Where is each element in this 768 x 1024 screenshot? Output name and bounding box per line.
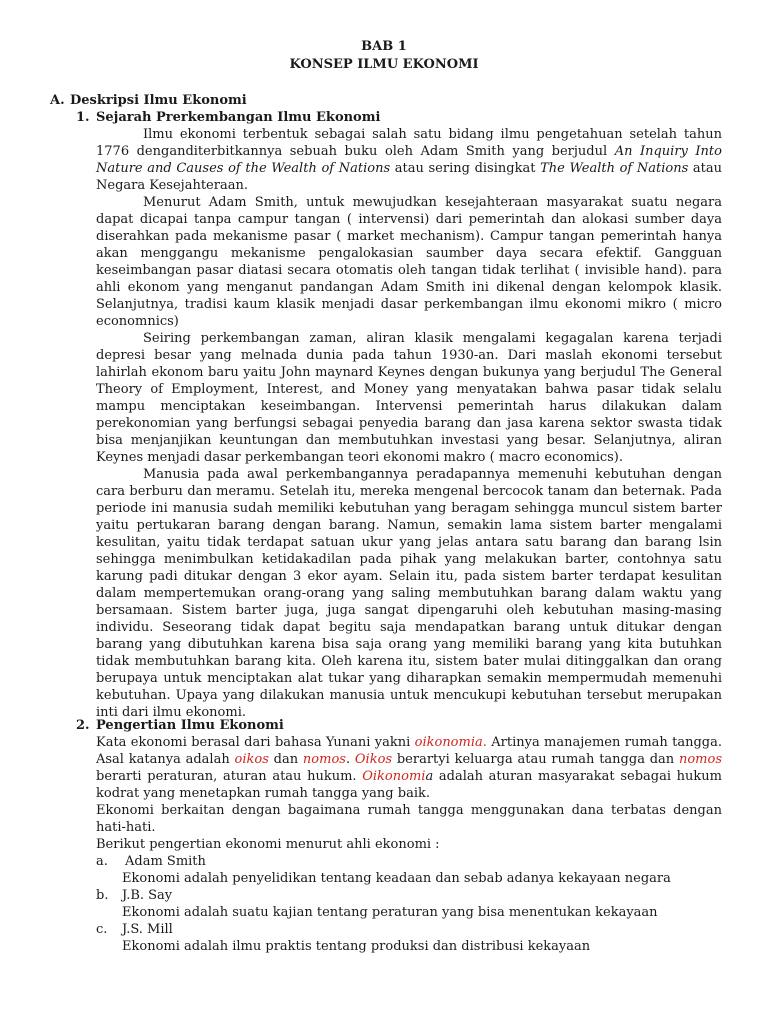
section-a-title: Deskripsi Ilmu Ekonomi	[70, 93, 247, 108]
paragraph-adam-smith-book: Ilmu ekonomi terbentuk sebagai salah satu bidang ilmu pengetahuan setelah tahun 1776 denganditerbitkannya sebuah buku oleh Adam Smith yang berjudul An Inquiry Into Nature and Causes of the Wealth of Nations atau sering disingkat The Wealth of Nations atau Negara Kesejahteraan.	[96, 127, 723, 193]
section-a-marker: A.	[50, 93, 65, 108]
expert-name-js-mill: J.S. Mill	[122, 922, 173, 937]
subsection-1-body	[96, 126, 722, 721]
subsection-2-body	[96, 734, 722, 836]
term-oikos-2: Oikos	[354, 752, 393, 767]
book-title-short: The Wealth of Nations	[540, 161, 689, 176]
subsection-2-number: 2.	[76, 718, 90, 733]
expert-definition-js-mill: Ekonomi adalah ilmu praktis tentang produksi dan distribusi kekayaan	[122, 939, 591, 954]
expert-marker-a: a.	[96, 854, 108, 869]
paragraph-adam-smith-view: Menurut Adam Smith, untuk mewujudkan kesejahteraan masyarakat suatu negara dapat dicapai tanpa campur tangan ( intervensi) dari pemerintah dan alokasi sumber daya diserahkan pada mekanisme pasar ( market mechanism). Campur tangan pemerintah hanya akan menggangu mekanisme pengalokasian saumber daya secara efektif. Gangguan keseimbangan pasar diatasi secara otomatis oleh tangan tidak terlihat ( invisible hand). para ahli ekonom yang menganut pandangan Adam Smith ini dikenal dengan kelompok klasik. Selanjutnya, tradisi kaum klasik menjadi dasar perkembangan ilmu ekonomi mikro ( micro economnics)	[96, 195, 722, 329]
expert-definition-adam-smith: Ekonomi adalah penyelidikan tentang keadaan dan sebab adanya kekayaan negara	[122, 871, 671, 886]
subsection-2-title: Pengertian Ilmu Ekonomi	[96, 718, 284, 733]
expert-definition-jb-say: Ekonomi adalah suatu kajian tentang peraturan yang bisa menentukan kekayaan	[122, 905, 658, 920]
term-oikonomia: oikonomia.	[414, 735, 487, 750]
chapter-number: BAB 1	[361, 39, 407, 54]
experts-intro: Berikut pengertian ekonomi menurut ahli ekonomi :	[96, 837, 440, 852]
paragraph-keynes: Seiring perkembangan zaman, aliran klasik mengalami kegagalan karena terjadi depresi besar yang melnada dunia pada tahun 1930-an. Dari maslah ekonomi tersebut lahirlah ekonom baru yaitu John maynard Keynes dengan bukunya yang berjudul The General Theory of Employment, Interest, and Money yang menyatakan bahwa pasar tidak selalu mampu menciptakan keseimbangan. Intervensi pemerintah harus dilakukan dalam perekonomian yang berfungsi sebagai penyedia barang dan jasa karena sektor swasta tidak bisa menjanjikan keuntungan dan membutuhkan investasi yang besar. Selanjutnya, aliran Keynes menjadi dasar perkembangan teori ekonomi makro ( macro economics).	[96, 331, 722, 465]
term-nomos: nomos	[302, 752, 346, 767]
book-title-full: An Inquiry Into Nature and Causes of the Wealth of Nations	[96, 144, 722, 176]
subsection-1-number: 1.	[76, 110, 90, 125]
chapter-title: KONSEP ILMU EKONOMI	[289, 57, 479, 72]
expert-name-adam-smith: Adam Smith	[125, 854, 206, 869]
paragraph-economy-meaning: Ekonomi berkaitan dengan bagaimana rumah tangga menggunakan dana terbatas dengan hati-hati.	[96, 803, 722, 835]
paragraph-etymology: Kata ekonomi berasal dari bahasa Yunani yakni oikonomia. Artinya manajemen rumah tangga. Asal katanya adalah oikos dan nomos. Oikos berartyi keluarga atau rumah tangga dan nomos berarti peraturan, aturan atau hukum. Oikonomia adalah aturan masyarakat sebagai hukum kodrat yang menetapkan rumah tangga yang baik.	[96, 735, 723, 801]
term-nomos-2: nomos	[678, 752, 723, 767]
subsection-1-title: Sejarah Prerkembangan Ilmu Ekonomi	[96, 110, 381, 125]
expert-name-jb-say: J.B. Say	[122, 888, 173, 903]
term-oikos: oikos	[234, 752, 269, 767]
expert-marker-b: b.	[96, 888, 109, 903]
term-oikonomia-2: Oikonomi	[362, 769, 426, 784]
paragraph-barter: Manusia pada awal perkembangannya peradapannya memenuhi kebutuhan dengan cara berburu dan meramu. Setelah itu, mereka mengenal bercocok tanam dan beternak. Pada periode ini manusia sudah memiliki kebutuhan yang beragam sehingga muncul sistem barter yaitu pertukaran barang dengan barang. Namun, semakin lama sistem barter mengalami kesulitan, yaitu tidak terdapat satuan ukur yang jelas antara satu barang dan barang lsin sehingga menimbulkan ketidakadilan pada pihak yang melakukan barter, contohnya satu karung padi ditukar dengan 3 ekor ayam. Selain itu, pada sistem barter terdapat kesulitan dalam mempertemukan orang-orang yang saling membutuhkan barang dalam waktu yang bersamaan. Sistem barter juga, juga sangat dipengaruhi oleh kebutuhan masing-masing individu. Seseorang tidak dapat begitu saja mendapatkan barang untuk ditukar dengan barang yang dibutuhkan karena bisa saja orang yang memiliki barang yang kita butuhkan tidak membutuhkan barang kita. Oleh karena itu, sistem bater mulai ditinggalkan dan orang berupaya untuk menciptakan alat tukar yang diharapkan semakin mempermudah memenuhi kebutuhan. Upaya yang dilakukan manusia untuk mencukupi kebutuhan tersebut merupakan inti dari ilmu ekonomi.	[96, 467, 722, 720]
expert-marker-c: c.	[96, 922, 108, 937]
